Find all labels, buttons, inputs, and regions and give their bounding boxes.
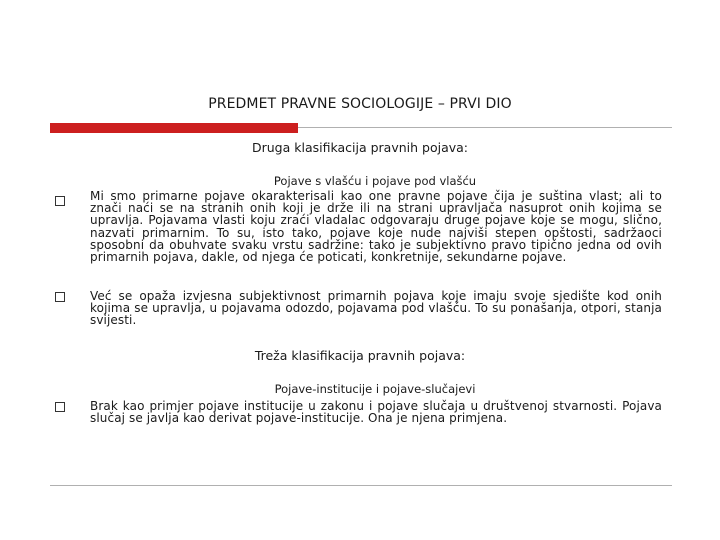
title-accent-bar: [50, 123, 298, 133]
section-heading-1: Druga klasifikacija pravnih pojava:: [251, 140, 469, 155]
hollow-square-bullet-icon: [55, 402, 65, 412]
section-heading-2: Treža klasifikacija pravnih pojava:: [254, 348, 466, 363]
bottom-rule: [50, 485, 672, 486]
hollow-square-bullet-icon: [55, 292, 65, 302]
section-subheading-2: Pojave-institucije i pojave-slučajevi: [274, 382, 476, 396]
bullet-text-3: Brak kao primjer pojave institucije u zakonu i pojave slučaja u društvenoj stvarnosti. Pojava slučaj se javlja kao derivat pojave-institucije. Ona je njena primjena.: [90, 399, 662, 426]
section-subheading-1: Pojave s vlašću i pojave pod vlašću: [273, 174, 477, 188]
slide-title: PREDMET PRAVNE SOCIOLOGIJE – PRVI DIO: [208, 96, 512, 112]
bullet-text-2: Već se opaža izvjesna subjektivnost primarnih pojava koje imaju svoje sjedište kod onih kojima se upravlja, u pojavama odozdo, pojavama pod vlašću. To su ponašanja, otpori, stanja svijesti.: [90, 289, 662, 328]
bullet-text-1: Mi smo primarne pojave okarakterisali kao one pravne pojave čija je suština vlast; ali to znači naći se na stranih onih koji je drže ili na strani upravljača nasuprot onih kojima se upravlja. Pojavama vlasti koju zraći vladalac odgovaraju druge pojave koje se mogu, slično, nazvati primarnim. To su, isto tako, pojave koje nude najviši stepen opštosti, sadržaoci sposobni da obuhvate svaku vrstu sadržine: tako je subjektivno pravo tipično jedna od ovih primarnih pojava, dakle, od njega će poticati, konkretnije, sekundarne pojave.: [90, 189, 662, 265]
hollow-square-bullet-icon: [55, 196, 65, 206]
title-rule: [298, 127, 672, 128]
